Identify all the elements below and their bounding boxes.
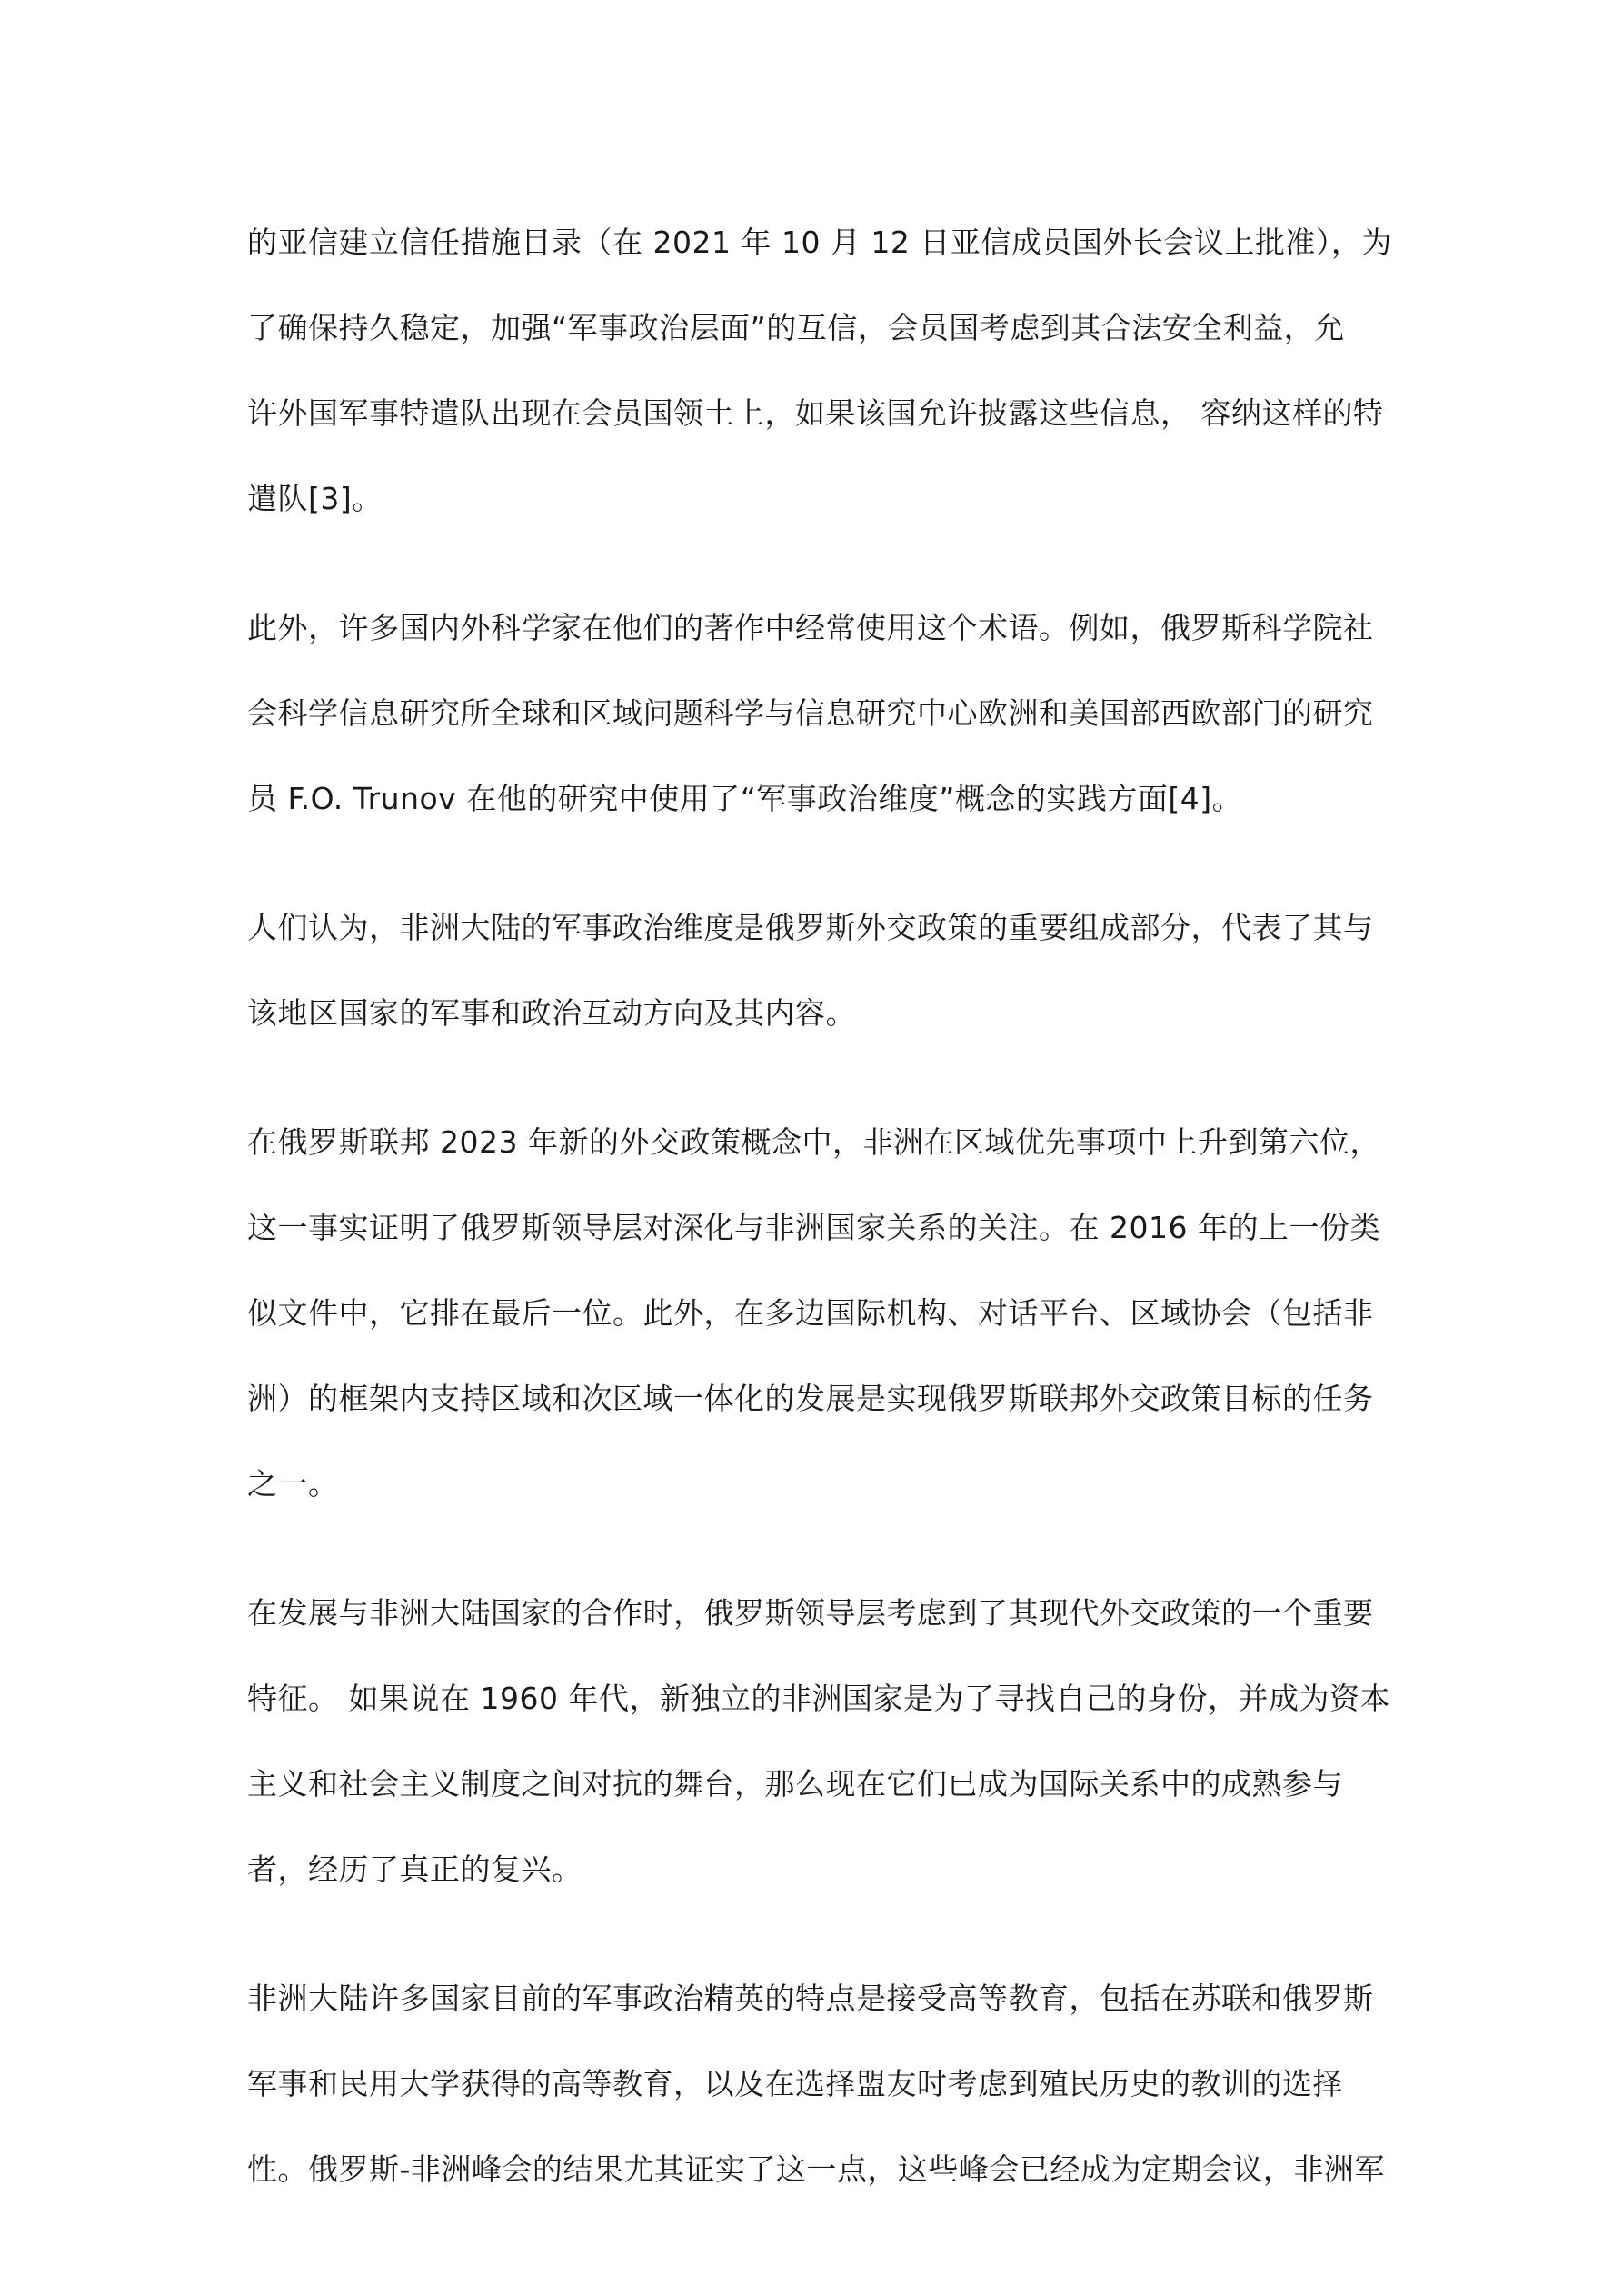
paragraph-2: [247, 598, 1392, 854]
text-line: 洲）的框架内支持区域和次区域一体化的发展是实现俄罗斯联邦外交政策目标的任务: [247, 1381, 1374, 1416]
paragraph-3: [247, 898, 1392, 1069]
text-line: 似文件中，它排在最后一位。此外，在多边国际机构、对话平台、区域协会（包括非: [247, 1295, 1374, 1331]
text-line: 之一。: [247, 1466, 339, 1502]
text-line: 这一事实证明了俄罗斯领导层对深化与非洲国家关系的关注。在 2016 年的上一份类: [247, 1210, 1380, 1245]
text-line: 此外，许多国内外科学家在他们的著作中经常使用这个术语。例如，俄罗斯科学院社: [247, 610, 1374, 645]
text-line: 性。俄罗斯-非洲峰会的结果尤其证实了这一点，这些峰会已经成为定期会议，非洲军: [247, 2151, 1385, 2187]
text-line: 在发展与非洲大陆国家的合作时，俄罗斯领导层考虑到了其现代外交政策的一个重要: [247, 1595, 1374, 1631]
text-line: 的亚信建立信任措施目录（在 2021 年 10 月 12 日亚信成员国外长会议上批准），为: [247, 225, 1392, 260]
text-line: 者，经历了真正的复兴。: [247, 1852, 582, 1887]
text-line: 在俄罗斯联邦 2023 年新的外交政策概念中，非洲在区域优先事项中上升到第六位，: [247, 1124, 1380, 1160]
document-body: [247, 213, 1392, 2269]
paragraph-6: [247, 1969, 1392, 2225]
text-line: 会科学信息研究所全球和区域问题科学与信息研究中心欧洲和美国部西欧部门的研究: [247, 695, 1374, 731]
text-line: 了确保持久稳定，加强“军事政治层面”的互信，会员国考虑到其合法安全利益，允: [247, 310, 1345, 345]
paragraph-4: [247, 1113, 1392, 1540]
text-line: 主义和社会主义制度之间对抗的舞台，那么现在它们已成为国际关系中的成熟参与: [247, 1766, 1343, 1802]
text-line: 许外国军事特遣队出现在会员国领土上，如果该国允许披露这些信息， 容纳这样的特: [247, 395, 1384, 431]
paragraph-1: [247, 213, 1392, 554]
text-line: 人们认为，非洲大陆的军事政治维度是俄罗斯外交政策的重要组成部分，代表了其与: [247, 910, 1374, 945]
text-line: 遣队[3]。: [247, 481, 383, 516]
text-line: 特征。 如果说在 1960 年代，新独立的非洲国家是为了寻找自己的身份，并成为资本: [247, 1681, 1390, 1716]
text-line: 员 F.O. Trunov 在他的研究中使用了“军事政治维度”概念的实践方面[4]。: [247, 781, 1243, 816]
text-line: 非洲大陆许多国家目前的军事政治精英的特点是接受高等教育，包括在苏联和俄罗斯: [247, 1981, 1374, 2016]
text-line: 军事和民用大学获得的高等教育，以及在选择盟友时考虑到殖民历史的教训的选择: [247, 2066, 1343, 2101]
text-line: 该地区国家的军事和政治互动方向及其内容。: [247, 995, 856, 1031]
paragraph-5: [247, 1583, 1392, 1925]
